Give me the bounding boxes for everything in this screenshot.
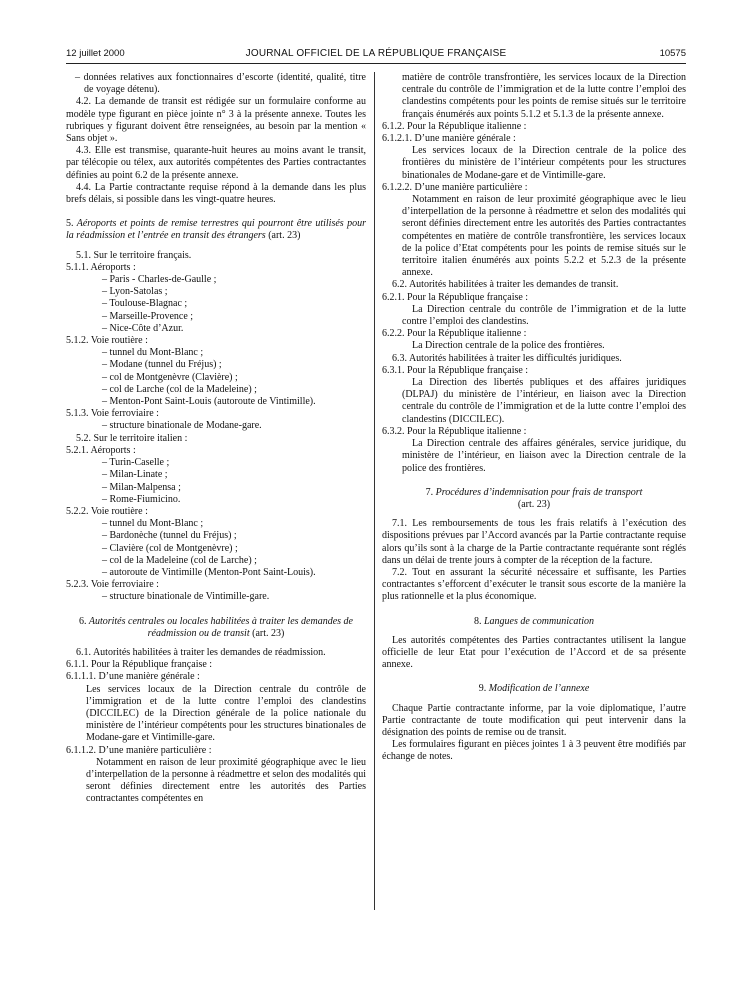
section-5-heading bbox=[66, 218, 366, 242]
list-item: – Modane (tunnel du Fréjus) ; bbox=[102, 359, 222, 371]
list-item: – Toulouse-Blagnac ; bbox=[102, 298, 188, 310]
list-5-2-1 bbox=[66, 457, 366, 506]
paragraph-7-2: 7.2. Tout en assurant la sécurité nécessaire et suffisante, les Parties contractantes s’efforcent d’exécuter le transit sous escorte de la manière la plus rationnelle et la plus économique. bbox=[382, 566, 686, 603]
section-5-article: (art. 23) bbox=[268, 230, 301, 242]
heading-5-1-2: 5.1.2. Voie routière : bbox=[66, 335, 148, 347]
list-item: – tunnel du Mont-Blanc ; bbox=[102, 347, 204, 359]
list-item: – Milan-Malpensa ; bbox=[102, 481, 181, 493]
list-item: – Milan-Linate ; bbox=[102, 469, 168, 481]
list-item: – Rome-Fiumicino. bbox=[102, 493, 181, 505]
section-6-heading bbox=[66, 616, 366, 640]
paragraph-4-3: 4.3. Elle est transmise, quarante-huit heures au moins avant le transit, par télécopie ou télex, aux autorités compétentes des Parties contractantes définies au point 6.2 de la présente annexe. bbox=[66, 145, 366, 181]
list-item: – col de Larche (col de la Madeleine) ; bbox=[102, 383, 257, 395]
list-item: – structure binationale de Vintimille-gare. bbox=[102, 591, 270, 603]
heading-5-2: 5.2. Sur le territoire italien : bbox=[76, 432, 188, 444]
paragraph-6-1-2-2: Notamment en raison de leur proximité géographique avec le lieu d’interpellation de la personne à réadmettre et selon des modalités qui seront définies directement entre les autorités des Parties contractantes compétentes en matière de contrôle transfrontière, les services locaux de la police d’Etat compétents pour les points de remise situés sur le territoire italien énumérés aux points 5.2.2 et 5.2.3 de la présente annexe. bbox=[402, 194, 686, 279]
paragraph-6-1-1-1: Les services locaux de la Direction centrale du contrôle de l’immigration et de la lutte contre l’emploi des clandestins (DICCILEC) de la Direction générale de la police nationale du ministère de l’intérieur compétents pour les structures binationales de Modane-gare et Vintimille-gare. bbox=[86, 683, 366, 744]
heading-5-2-3: 5.2.3. Voie ferroviaire : bbox=[66, 579, 159, 591]
heading-6-3-2: 6.3.2. Pour la République italienne : bbox=[382, 425, 527, 437]
heading-5-1-3: 5.1.3. Voie ferroviaire : bbox=[66, 408, 159, 420]
section-6-title: Autorités centrales ou locales habilitées à traiter les demandes de réadmission ou de transit bbox=[88, 615, 353, 639]
heading-5-1: 5.1. Sur le territoire français. bbox=[76, 249, 192, 261]
paragraph-6-1: 6.1. Autorités habilitées à traiter les demandes de réadmission. bbox=[76, 646, 326, 658]
list-5-1-2 bbox=[66, 347, 366, 408]
paragraph-9-2: Les formulaires figurant en pièces jointes 1 à 3 peuvent être modifiés par échange de notes. bbox=[382, 739, 686, 763]
paragraph-7-1: 7.1. Les remboursements de tous les frais relatifs à l’exécution des dispositions prévues par l’Accord avancés par la Partie contractante requise alors qu’ils sont à la charge de la Partie contractante requérante sont réglés dans un délai de trente jours à compter de la réception de la facture. bbox=[382, 518, 686, 566]
heading-6-1-2: 6.1.2. Pour la République italienne : bbox=[382, 120, 527, 132]
heading-5-2-1: 5.2.1. Aéroports : bbox=[66, 444, 136, 456]
header-page-number: 10575 bbox=[659, 48, 686, 59]
list-item: – Menton-Pont Saint-Louis (autoroute de Vintimille). bbox=[102, 396, 316, 408]
heading-5-2-2: 5.2.2. Voie routière : bbox=[66, 505, 148, 517]
section-9-number: 9. bbox=[478, 683, 487, 695]
list-5-2-3 bbox=[66, 591, 366, 603]
heading-6-2-2: 6.2.2. Pour la République italienne : bbox=[382, 328, 527, 340]
list-item: – Clavière (col de Montgenèvre) ; bbox=[102, 542, 238, 554]
page-header bbox=[66, 48, 686, 64]
list-item: – Paris - Charles-de-Gaulle ; bbox=[102, 274, 217, 286]
paragraph-6-3-1: La Direction des libertés publiques et des affaires juridiques (DLPAJ) du ministère de l’intérieur, en liaison avec la Direction centrale du contrôle de l’immigration et de la lutte contre l’emploi des clandestins (DICCILEC). bbox=[402, 377, 686, 425]
list-item: – Bardonèche (tunnel du Fréjus) ; bbox=[102, 530, 237, 542]
section-8-heading bbox=[382, 616, 686, 628]
paragraph-6-2-1: La Direction centrale du contrôle de l’immigration et de la lutte contre l’emploi des clandestins. bbox=[402, 303, 686, 328]
heading-6-1-2-2: 6.1.2.2. D’une manière particulière : bbox=[382, 181, 528, 193]
heading-6-1-2-1: 6.1.2.1. D’une manière générale : bbox=[382, 133, 516, 145]
left-column bbox=[66, 72, 366, 806]
paragraph-6-3-2: La Direction centrale des affaires générales, service juridique, du ministère de l’intérieur, en liaison avec la Direction centrale de la police des frontières. bbox=[402, 438, 686, 474]
list-item: – Turin-Caselle ; bbox=[102, 457, 170, 469]
paragraph-4-4: 4.4. La Partie contractante requise répond à la demande dans les plus brefs délais, si possible dans les vingt-quatre heures. bbox=[66, 181, 366, 206]
heading-6-3-1: 6.3.1. Pour la République française : bbox=[382, 364, 529, 376]
section-7-article: (art. 23) bbox=[517, 498, 551, 510]
heading-6-2-1: 6.2.1. Pour la République française : bbox=[382, 291, 529, 303]
section-9-heading bbox=[382, 683, 686, 695]
heading-6-3: 6.3. Autorités habilitées à traiter les difficultés juridiques. bbox=[392, 352, 622, 364]
list-5-2-2 bbox=[66, 518, 366, 579]
section-6-number: 6. bbox=[79, 615, 87, 627]
paragraph-4-2: 4.2. La demande de transit est rédigée sur un formulaire conforme au modèle type figurant en pièce jointe n° 3 à la présente annexe. Toutes les rubriques y figurant doivent être renseignées, au besoin par la mention « Sans objet ». bbox=[66, 96, 366, 145]
section-8-number: 8. bbox=[474, 615, 482, 627]
list-item: – Nice-Côte d’Azur. bbox=[102, 322, 184, 334]
section-5-title: Aéroports et points de remise terrestres qui pourront être utilisés pour la réadmission et l’entrée en transit des étrangers bbox=[66, 218, 366, 242]
header-rule bbox=[66, 63, 686, 64]
section-8-title: Langues de communication bbox=[484, 615, 594, 627]
list-item: – Marseille-Provence ; bbox=[102, 310, 194, 322]
heading-6-1-1-2: 6.1.1.2. D’une manière particulière : bbox=[66, 744, 212, 756]
paragraph-8: Les autorités compétentes des Parties contractantes utilisent la langue officielle de leur Etat pour l’exécution de l’Accord et de sa présente annexe. bbox=[382, 634, 686, 671]
list-item: – autoroute de Vintimille (Menton-Pont Saint-Louis). bbox=[102, 566, 316, 578]
section-9-title: Modification de l’annexe bbox=[488, 683, 590, 695]
paragraph-escort-data: – données relatives aux fonctionnaires d’escorte (identité, qualité, titre de voyage détenu). bbox=[75, 72, 366, 96]
column-divider bbox=[374, 72, 375, 910]
list-item: – col de la Madeleine (col de Larche) ; bbox=[102, 554, 257, 566]
heading-6-1-1: 6.1.1. Pour la République française : bbox=[66, 659, 213, 671]
right-column bbox=[382, 72, 686, 764]
list-item: – tunnel du Mont-Blanc ; bbox=[102, 518, 204, 530]
paragraph-6-1-2-1: Les services locaux de la Direction centrale de la police des frontières du ministère de l’intérieur compétents pour les structures binationales de Modane-gare et de Vintimille-gare. bbox=[402, 145, 686, 181]
header-title: JOURNAL OFFICIEL DE LA RÉPUBLIQUE FRANÇAISE bbox=[245, 48, 507, 59]
section-7-title: Procédures d’indemnisation pour frais de transport bbox=[435, 486, 643, 498]
heading-6-1-1-1: 6.1.1.1. D’une manière générale : bbox=[66, 671, 200, 683]
list-item: – col de Montgenèvre (Clavière) ; bbox=[102, 371, 238, 383]
list-item: – structure binationale de Modane-gare. bbox=[102, 420, 262, 432]
paragraph-6-1-1-2: Notamment en raison de leur proximité géographique avec le lieu d’interpellation de la personne à réadmettre et selon des modalités qui seront définies directement entre les autorités des Parties contractantes compétentes en bbox=[86, 756, 366, 805]
section-7-number: 7. bbox=[425, 486, 434, 498]
heading-6-2: 6.2. Autorités habilitées à traiter les demandes de transit. bbox=[392, 279, 619, 291]
paragraph-6-2-2: La Direction centrale de la police des frontières. bbox=[412, 340, 605, 352]
paragraph-9-1: Chaque Partie contractante informe, par la voie diplomatique, l’autre Partie contractante de toute modification qui peut intervenir dans la désignation des points de remise ou de transit. bbox=[382, 702, 686, 738]
heading-5-1-1: 5.1.1. Aéroports : bbox=[66, 261, 136, 273]
list-5-1-1 bbox=[66, 274, 366, 335]
list-item: – Lyon-Satolas ; bbox=[102, 286, 168, 298]
section-7-heading bbox=[382, 487, 686, 511]
section-6-article: (art. 23) bbox=[252, 627, 285, 639]
list-5-1-3 bbox=[66, 420, 366, 432]
paragraph-6-1-1-2-continued: matière de contrôle transfrontière, les services locaux de la Direction centrale du contrôle de l’immigration et de la lutte contre l’emploi des clandestins compétents pour les points de remise situés sur le territoire français énumérés aux points 5.1.2 et 5.1.3 de la présente annexe. bbox=[402, 72, 686, 120]
header-date: 12 juillet 2000 bbox=[66, 48, 125, 59]
section-5-number: 5. bbox=[66, 218, 74, 230]
